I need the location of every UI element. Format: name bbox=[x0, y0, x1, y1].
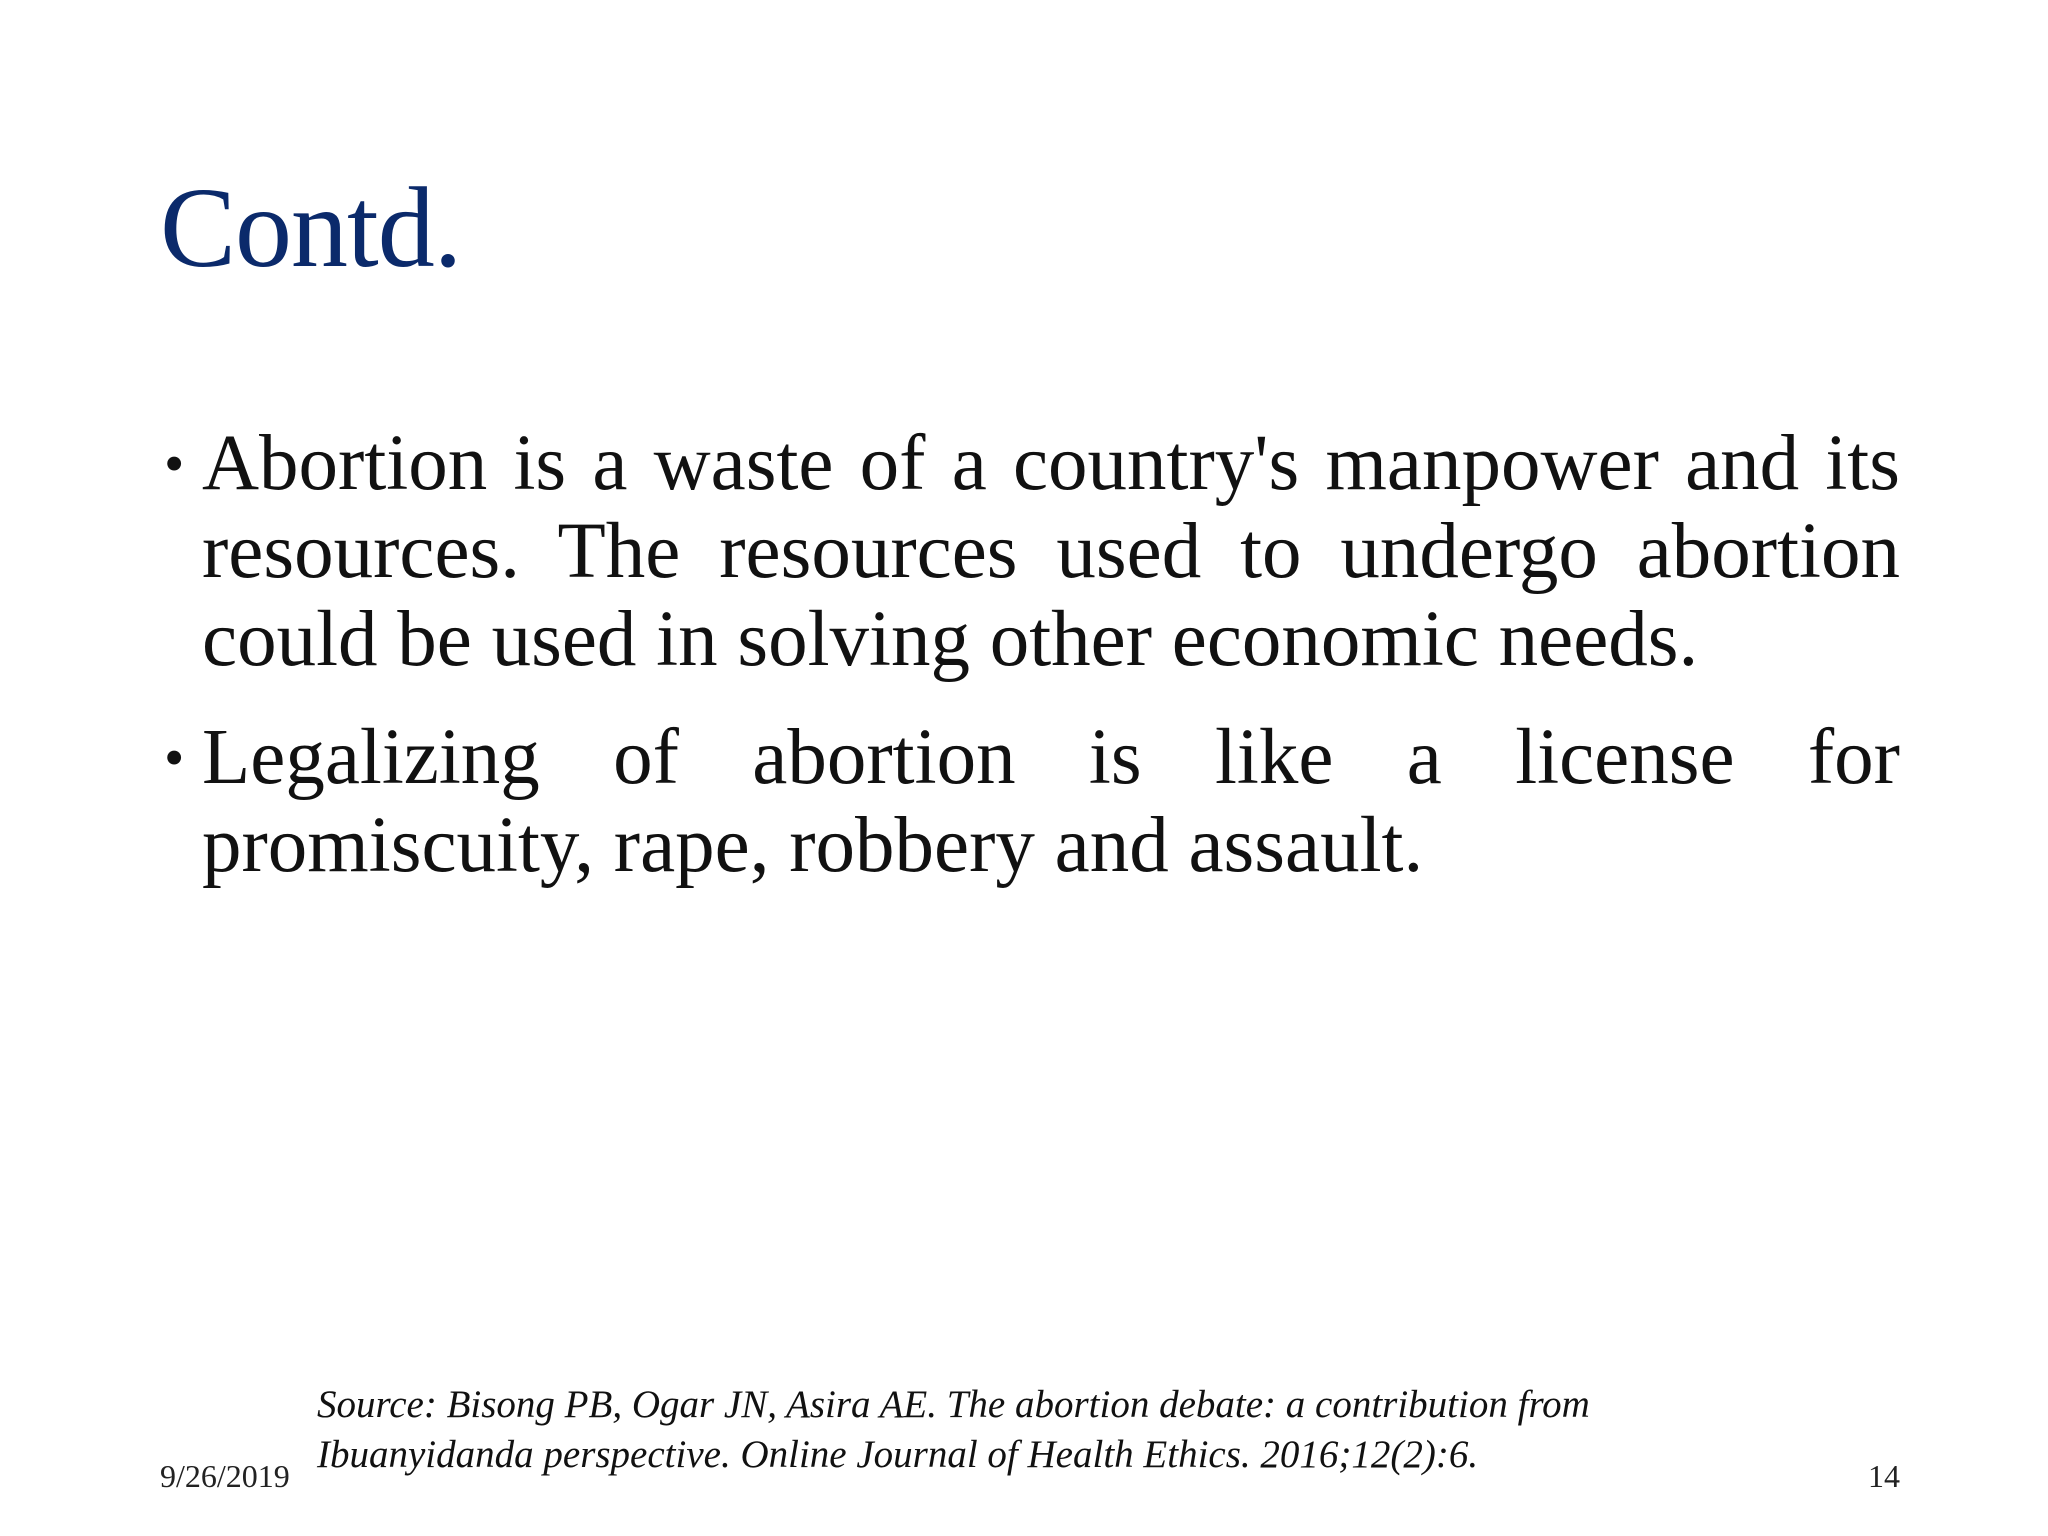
bullet-icon: • bbox=[164, 725, 185, 790]
bullet-text: Abortion is a waste of a country's manpower and its resources. The resources used to undergo abortion could be used in solving other economic needs. bbox=[202, 420, 1900, 683]
bullet-item bbox=[160, 714, 1900, 890]
bullet-text: Legalizing of abortion is like a license for promiscuity, rape, robbery and assault. bbox=[202, 714, 1900, 889]
bullet-list bbox=[160, 420, 1900, 920]
source-line-2: Ibuanyidanda perspective. Online Journal of Health Ethics. 2016;12(2):6. bbox=[317, 1433, 1479, 1476]
footer-date: 9/26/2019 bbox=[160, 1458, 290, 1494]
slide-title: Contd. bbox=[160, 164, 462, 291]
page-number: 14 bbox=[1868, 1458, 1900, 1494]
bullet-item bbox=[160, 420, 1900, 684]
bullet-icon: • bbox=[164, 431, 185, 496]
source-citation bbox=[317, 1380, 1717, 1480]
source-line-1: Source: Bisong PB, Ogar JN, Asira AE. The abortion debate: a contribution from bbox=[317, 1383, 1590, 1426]
